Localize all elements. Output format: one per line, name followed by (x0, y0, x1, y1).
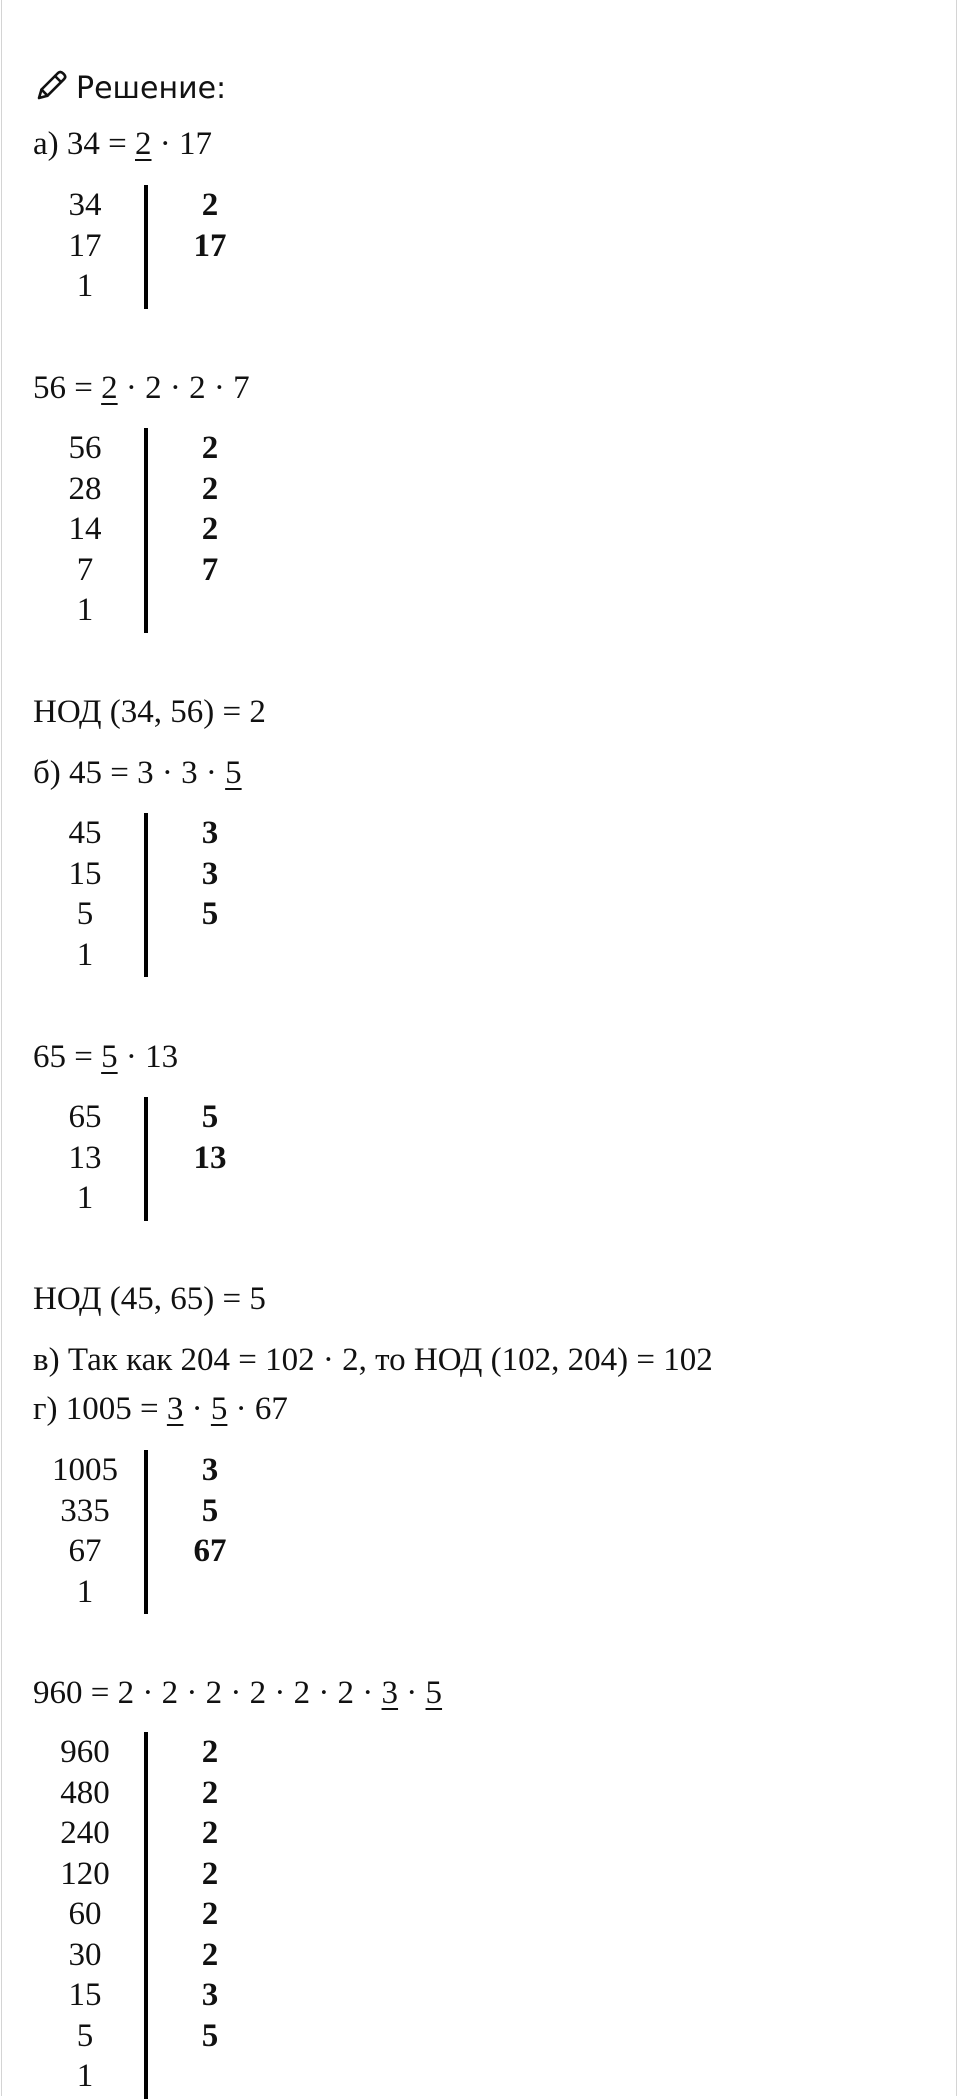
underlined-factor: 2 (135, 126, 152, 162)
division-bar (144, 1732, 148, 2099)
prime-divisor: 2 (201, 187, 219, 223)
line-g-960 (33, 1673, 442, 1713)
line-text: а) 34 = (33, 126, 135, 162)
line-g-1005 (33, 1389, 288, 1429)
dividend: 5 (76, 2017, 94, 2054)
division-bar (144, 185, 148, 309)
prime-divisor: 67 (193, 1533, 227, 1569)
line-b-45 (33, 753, 242, 793)
prime-divisor: 5 (201, 2017, 219, 2054)
dividend: 1005 (52, 1452, 118, 1488)
line-text: · 67 (227, 1391, 288, 1427)
prime-divisor: 3 (201, 1452, 219, 1488)
line-v: в) Так как 204 = 102 · 2, то НОД (102, 204) = 102 (33, 1342, 713, 1378)
dividend: 5 (76, 896, 94, 932)
dividend: 13 (68, 1139, 102, 1176)
line-text: · (398, 1675, 426, 1711)
dividend: 335 (60, 1492, 110, 1529)
dividend: 17 (68, 227, 102, 264)
line-b-65 (33, 1037, 178, 1077)
dividend: 15 (68, 855, 102, 892)
dividend: 67 (68, 1533, 102, 1569)
prime-divisor: 5 (201, 896, 219, 932)
line-text: 56 = (33, 370, 102, 406)
prime-divisor: 2 (201, 430, 219, 466)
gcd-b: НОД (45, 65) = 5 (33, 1281, 266, 1317)
dividend: 1 (76, 592, 94, 628)
dividend: 240 (60, 1815, 110, 1851)
dividend: 30 (68, 1936, 102, 1973)
dividend: 480 (60, 1774, 110, 1811)
prime-divisor: 2 (201, 1774, 219, 1811)
prime-divisor: 2 (201, 511, 219, 547)
underlined-factor: 5 (210, 1391, 228, 1427)
line-a-56 (33, 368, 250, 408)
line-text: г) 1005 = (33, 1391, 167, 1427)
division-bar (144, 813, 148, 977)
prime-divisor: 3 (201, 1977, 219, 2013)
gcd-a: НОД (34, 56) = 2 (33, 694, 266, 730)
underlined-factor: 5 (425, 1675, 443, 1711)
underlined-factor: 5 (101, 1039, 118, 1075)
line-text: 65 = (33, 1039, 102, 1075)
dividend: 15 (68, 1977, 102, 2013)
line-text: · 2 · 2 · 7 (117, 370, 250, 406)
prime-divisor: 2 (201, 1855, 219, 1892)
dividend: 1 (76, 2058, 94, 2094)
prime-divisor: 2 (201, 470, 219, 507)
dividend: 60 (68, 1896, 102, 1932)
dividend: 1 (76, 1573, 94, 1610)
division-bar (144, 428, 148, 633)
line-text: б) 45 = 3 · 3 · (33, 755, 226, 791)
prime-divisor: 3 (201, 815, 219, 851)
line-a-34 (33, 124, 212, 164)
prime-divisor: 2 (201, 1815, 219, 1851)
solution-title: Решение: (76, 70, 227, 106)
underlined-factor: 5 (225, 755, 242, 791)
dividend: 14 (68, 511, 102, 547)
division-bar (144, 1450, 148, 1614)
solution-header (32, 64, 226, 112)
line-text: · 17 (151, 126, 212, 162)
dividend: 1 (76, 268, 94, 304)
dividend: 960 (60, 1734, 110, 1770)
prime-divisor: 5 (201, 1099, 219, 1135)
prime-divisor: 7 (201, 551, 219, 588)
prime-divisor: 2 (201, 1896, 219, 1932)
prime-divisor: 5 (201, 1492, 219, 1529)
dividend: 28 (68, 470, 102, 507)
prime-divisor: 2 (201, 1936, 219, 1973)
dividend: 7 (76, 551, 94, 588)
dividend: 1 (76, 1180, 94, 1216)
dividend: 45 (68, 815, 102, 851)
underlined-factor: 3 (166, 1391, 184, 1427)
dividend: 65 (68, 1099, 102, 1135)
pencil-icon (32, 67, 70, 110)
underlined-factor: 2 (101, 370, 118, 406)
prime-divisor: 17 (193, 227, 227, 264)
line-text: · (183, 1391, 211, 1427)
dividend: 56 (68, 430, 102, 466)
prime-divisor: 3 (201, 855, 219, 892)
line-text: · 13 (117, 1039, 179, 1075)
dividend: 1 (76, 936, 94, 973)
dividend: 120 (60, 1855, 110, 1892)
underlined-factor: 3 (381, 1675, 399, 1711)
dividend: 34 (68, 187, 102, 223)
division-bar (144, 1097, 148, 1221)
prime-divisor: 13 (193, 1139, 227, 1176)
line-text: 960 = 2 · 2 · 2 · 2 · 2 · 2 · (33, 1675, 382, 1711)
prime-divisor: 2 (201, 1734, 219, 1770)
